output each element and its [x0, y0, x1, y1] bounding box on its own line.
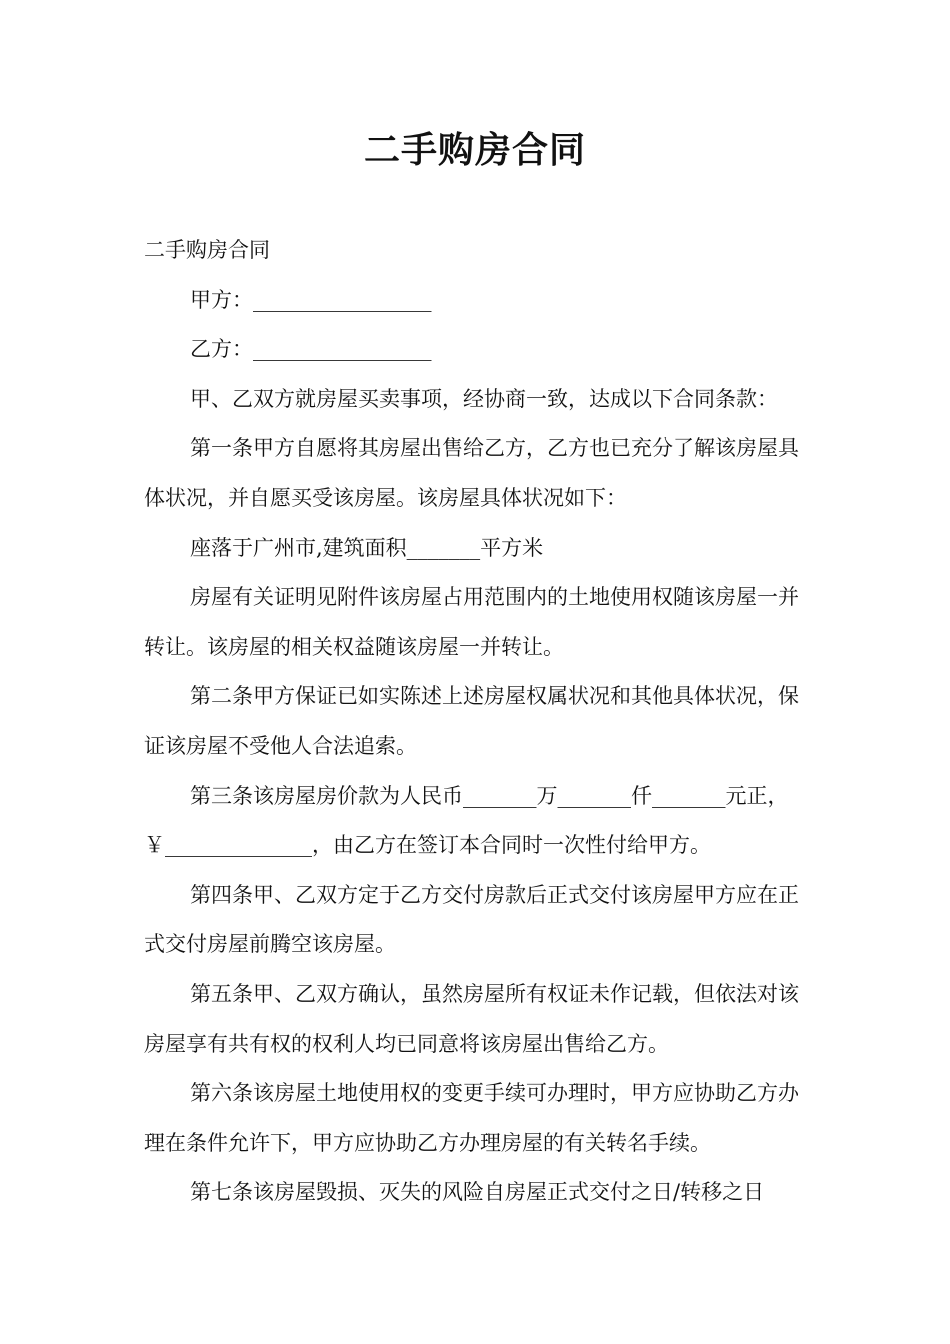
document-body [144, 226, 814, 1218]
preamble-paragraph: 甲、乙双方就房屋买卖事项，经协商一致，达成以下合同条款： [190, 386, 778, 411]
article-4-paragraph: 第四条甲、乙双方定于乙方交付房款后正式交付该房屋甲方应在正式交付房屋前腾空该房屋。 [144, 882, 799, 957]
article-2-paragraph: 第二条甲方保证已如实陈述上述房屋权属状况和其他具体状况，保证该房屋不受他人合法追索。 [144, 684, 799, 758]
contract-heading-line: 二手购房合同 [144, 238, 270, 262]
property-location-paragraph: 座落于广州市,建筑面积_______平方米 [190, 535, 544, 560]
article-6-paragraph: 第六条该房屋土地使用权的变更手续可办理时，甲方应协助乙方办理在条件允许下，甲方应协助乙方办理房屋的有关转名手续。 [144, 1081, 799, 1155]
article-1-paragraph: 第一条甲方自愿将其房屋出售给乙方，乙方也已充分了解该房屋具体状况，并自愿买受该房屋。该房屋具体状况如下： [144, 436, 799, 510]
party-a-line: 甲方：_________________ [190, 287, 432, 312]
party-b-line: 乙方：_________________ [190, 337, 432, 362]
document-title: 二手购房合同 [363, 130, 586, 171]
article-7-paragraph: 第七条该房屋毁损、灭失的风险自房屋正式交付之日/转移之日 [190, 1180, 765, 1205]
property-rights-paragraph: 房屋有关证明见附件该房屋占用范围内的土地使用权随该房屋一并转让。该房屋的相关权益随该房屋一并转让。 [144, 585, 799, 659]
article-5-paragraph: 第五条甲、乙双方确认，虽然房屋所有权证未作记载，但依法对该房屋享有共有权的权利人均已同意将该房屋出售给乙方。 [144, 981, 799, 1056]
article-3-paragraph: 第三条该房屋房价款为人民币_______万_______仟_______元正，￥______________，由乙方在签订本合同时一次性付给甲方。 [144, 783, 789, 858]
